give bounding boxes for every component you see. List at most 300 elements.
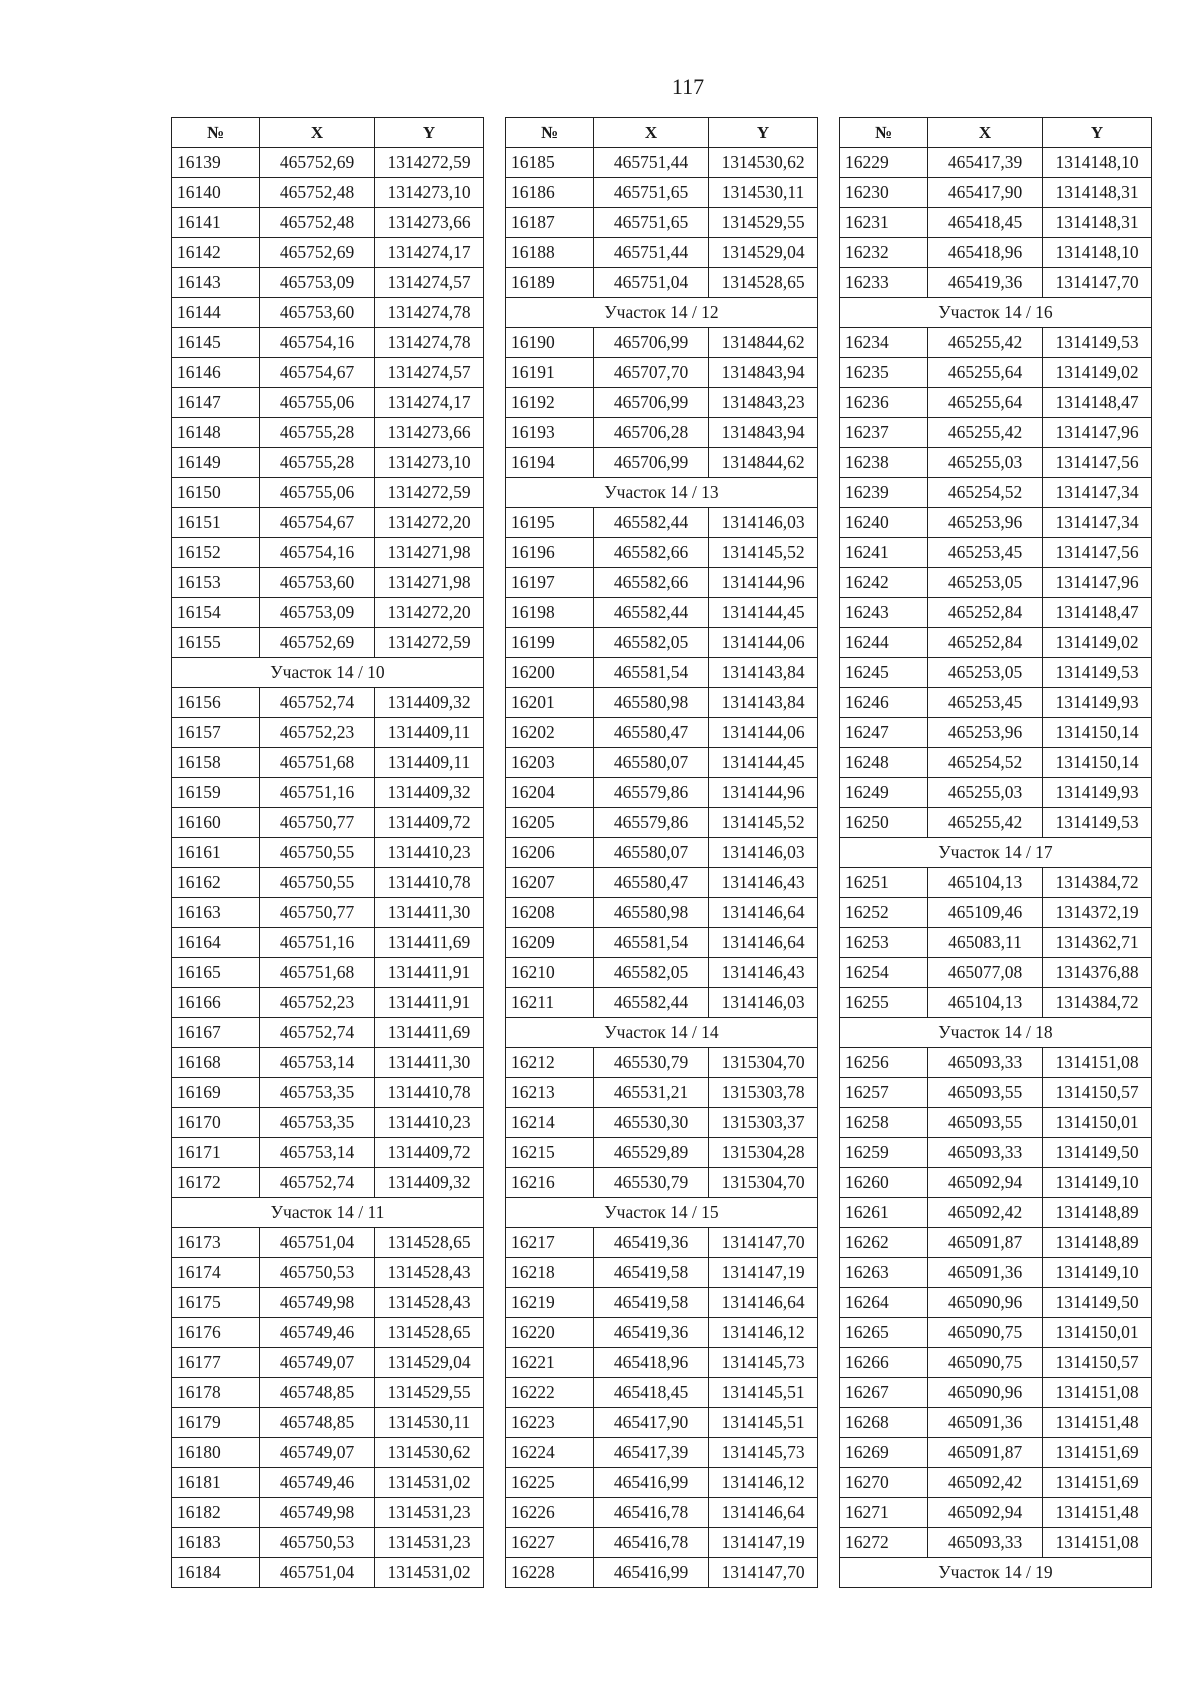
y-coordinate-cell: 1314150,01 (1043, 1108, 1152, 1138)
x-coordinate-cell: 465416,99 (594, 1468, 709, 1498)
table-row (172, 628, 484, 658)
y-coordinate-cell: 1314148,10 (1043, 238, 1152, 268)
y-coordinate-cell: 1314147,34 (1043, 508, 1152, 538)
y-coordinate-cell: 1315303,37 (709, 1108, 818, 1138)
point-number-cell: 16219 (506, 1288, 594, 1318)
table-row (506, 868, 818, 898)
table-row (172, 388, 484, 418)
point-number-cell: 16174 (172, 1258, 260, 1288)
y-coordinate-cell: 1314384,72 (1043, 868, 1152, 898)
x-coordinate-cell: 465749,98 (260, 1498, 375, 1528)
table-row (840, 748, 1152, 778)
x-coordinate-cell: 465749,98 (260, 1288, 375, 1318)
point-number-cell: 16250 (840, 808, 928, 838)
table-row (840, 538, 1152, 568)
point-number-cell: 16194 (506, 448, 594, 478)
point-number-cell: 16192 (506, 388, 594, 418)
x-coordinate-cell: 465706,99 (594, 448, 709, 478)
x-coordinate-cell: 465419,36 (594, 1228, 709, 1258)
table-row (172, 148, 484, 178)
y-coordinate-cell: 1314531,23 (375, 1528, 484, 1558)
x-coordinate-cell: 465754,16 (260, 538, 375, 568)
point-number-cell: 16202 (506, 718, 594, 748)
x-coordinate-cell: 465753,09 (260, 268, 375, 298)
point-number-cell: 16271 (840, 1498, 928, 1528)
x-coordinate-cell: 465580,07 (594, 838, 709, 868)
y-coordinate-cell: 1314146,03 (709, 988, 818, 1018)
x-coordinate-cell: 465753,14 (260, 1138, 375, 1168)
table-row (506, 688, 818, 718)
table-row (506, 1288, 818, 1318)
y-coordinate-cell: 1314530,11 (375, 1408, 484, 1438)
point-number-cell: 16197 (506, 568, 594, 598)
point-number-cell: 16154 (172, 598, 260, 628)
point-number-cell: 16232 (840, 238, 928, 268)
table-row (506, 1558, 818, 1588)
table-row (506, 1528, 818, 1558)
x-coordinate-cell: 465093,55 (928, 1108, 1043, 1138)
point-number-cell: 16209 (506, 928, 594, 958)
x-coordinate-cell: 465751,16 (260, 778, 375, 808)
x-coordinate-cell: 465092,94 (928, 1498, 1043, 1528)
table-row (172, 688, 484, 718)
point-number-cell: 16160 (172, 808, 260, 838)
y-coordinate-cell: 1314843,23 (709, 388, 818, 418)
point-number-cell: 16265 (840, 1318, 928, 1348)
y-coordinate-cell: 1314145,73 (709, 1348, 818, 1378)
x-coordinate-cell: 465416,99 (594, 1558, 709, 1588)
x-coordinate-cell: 465753,14 (260, 1048, 375, 1078)
y-coordinate-cell: 1314274,57 (375, 358, 484, 388)
point-number-cell: 16263 (840, 1258, 928, 1288)
x-coordinate-cell: 465417,39 (594, 1438, 709, 1468)
point-number-cell: 16247 (840, 718, 928, 748)
section-title: Участок 14 / 11 (172, 1198, 484, 1228)
table-row (840, 328, 1152, 358)
x-coordinate-cell: 465754,16 (260, 328, 375, 358)
table-row (172, 718, 484, 748)
y-coordinate-cell: 1314149,02 (1043, 358, 1152, 388)
y-coordinate-cell: 1314529,55 (375, 1378, 484, 1408)
table-row (506, 1168, 818, 1198)
table-row (506, 1258, 818, 1288)
x-coordinate-cell: 465752,74 (260, 688, 375, 718)
y-coordinate-cell: 1314529,04 (375, 1348, 484, 1378)
table-row (172, 868, 484, 898)
y-coordinate-cell: 1314146,03 (709, 838, 818, 868)
point-number-cell: 16238 (840, 448, 928, 478)
table-row (506, 1138, 818, 1168)
point-number-cell: 16145 (172, 328, 260, 358)
point-number-cell: 16236 (840, 388, 928, 418)
y-coordinate-cell: 1314843,94 (709, 358, 818, 388)
table-row (840, 1468, 1152, 1498)
point-number-cell: 16149 (172, 448, 260, 478)
point-number-cell: 16152 (172, 538, 260, 568)
y-coordinate-cell: 1314274,78 (375, 298, 484, 328)
y-coordinate-cell: 1314144,45 (709, 598, 818, 628)
x-coordinate-cell: 465750,53 (260, 1258, 375, 1288)
x-coordinate-cell: 465751,04 (260, 1558, 375, 1588)
y-coordinate-cell: 1314144,96 (709, 568, 818, 598)
y-coordinate-cell: 1314149,02 (1043, 628, 1152, 658)
y-coordinate-cell: 1314147,70 (709, 1228, 818, 1258)
point-number-cell: 16220 (506, 1318, 594, 1348)
y-coordinate-cell: 1314409,11 (375, 718, 484, 748)
table-row (840, 1168, 1152, 1198)
table-row (506, 448, 818, 478)
x-coordinate-cell: 465582,66 (594, 568, 709, 598)
table-row (172, 1498, 484, 1528)
table-row (840, 448, 1152, 478)
y-coordinate-cell: 1314151,69 (1043, 1438, 1152, 1468)
table-row (172, 1378, 484, 1408)
x-coordinate-cell: 465751,65 (594, 178, 709, 208)
x-coordinate-cell: 465253,96 (928, 718, 1043, 748)
x-coordinate-cell: 465753,35 (260, 1078, 375, 1108)
point-number-cell: 16170 (172, 1108, 260, 1138)
y-coordinate-cell: 1314147,56 (1043, 448, 1152, 478)
table-row (840, 268, 1152, 298)
header-x: X (260, 118, 375, 148)
table-row (506, 418, 818, 448)
y-coordinate-cell: 1314147,34 (1043, 478, 1152, 508)
table-row (172, 1168, 484, 1198)
x-coordinate-cell: 465252,84 (928, 598, 1043, 628)
y-coordinate-cell: 1314150,57 (1043, 1348, 1152, 1378)
x-coordinate-cell: 465580,07 (594, 748, 709, 778)
x-coordinate-cell: 465093,33 (928, 1138, 1043, 1168)
table-row (172, 178, 484, 208)
table-row (172, 268, 484, 298)
table-row (506, 268, 818, 298)
y-coordinate-cell: 1314409,32 (375, 778, 484, 808)
point-number-cell: 16153 (172, 568, 260, 598)
x-coordinate-cell: 465580,98 (594, 898, 709, 928)
table-row (840, 148, 1152, 178)
y-coordinate-cell: 1314410,23 (375, 838, 484, 868)
y-coordinate-cell: 1314411,69 (375, 1018, 484, 1048)
header-number: № (506, 118, 594, 148)
point-number-cell: 16162 (172, 868, 260, 898)
table-row (506, 1048, 818, 1078)
y-coordinate-cell: 1314151,48 (1043, 1498, 1152, 1528)
table-row (172, 838, 484, 868)
section-title: Участок 14 / 18 (840, 1018, 1152, 1048)
point-number-cell: 16201 (506, 688, 594, 718)
x-coordinate-cell: 465091,36 (928, 1408, 1043, 1438)
x-coordinate-cell: 465749,46 (260, 1468, 375, 1498)
point-number-cell: 16205 (506, 808, 594, 838)
table-row (840, 598, 1152, 628)
table-row (506, 718, 818, 748)
y-coordinate-cell: 1314151,08 (1043, 1378, 1152, 1408)
x-coordinate-cell: 465253,45 (928, 538, 1043, 568)
x-coordinate-cell: 465581,54 (594, 658, 709, 688)
x-coordinate-cell: 465254,52 (928, 748, 1043, 778)
x-coordinate-cell: 465751,04 (594, 268, 709, 298)
point-number-cell: 16193 (506, 418, 594, 448)
x-coordinate-cell: 465091,87 (928, 1438, 1043, 1468)
x-coordinate-cell: 465752,74 (260, 1168, 375, 1198)
table-row (172, 208, 484, 238)
table-row (172, 238, 484, 268)
y-coordinate-cell: 1314146,43 (709, 958, 818, 988)
table-row (506, 1348, 818, 1378)
y-coordinate-cell: 1314409,32 (375, 688, 484, 718)
x-coordinate-cell: 465753,60 (260, 298, 375, 328)
x-coordinate-cell: 465092,94 (928, 1168, 1043, 1198)
coordinates-table-2 (505, 117, 818, 1588)
x-coordinate-cell: 465253,96 (928, 508, 1043, 538)
x-coordinate-cell: 465753,35 (260, 1108, 375, 1138)
table-row (840, 988, 1152, 1018)
table-row (840, 868, 1152, 898)
table-row (840, 898, 1152, 928)
point-number-cell: 16253 (840, 928, 928, 958)
x-coordinate-cell: 465750,77 (260, 808, 375, 838)
y-coordinate-cell: 1314274,78 (375, 328, 484, 358)
x-coordinate-cell: 465252,84 (928, 628, 1043, 658)
y-coordinate-cell: 1314528,43 (375, 1258, 484, 1288)
section-title: Участок 14 / 10 (172, 658, 484, 688)
header-x: X (928, 118, 1043, 148)
table-row (840, 178, 1152, 208)
table-row (840, 1378, 1152, 1408)
table-row (172, 358, 484, 388)
section-title: Участок 14 / 12 (506, 298, 818, 328)
point-number-cell: 16242 (840, 568, 928, 598)
x-coordinate-cell: 465255,42 (928, 328, 1043, 358)
table-row (506, 1408, 818, 1438)
y-coordinate-cell: 1314384,72 (1043, 988, 1152, 1018)
y-coordinate-cell: 1314274,17 (375, 388, 484, 418)
point-number-cell: 16215 (506, 1138, 594, 1168)
y-coordinate-cell: 1315304,70 (709, 1048, 818, 1078)
point-number-cell: 16217 (506, 1228, 594, 1258)
x-coordinate-cell: 465751,68 (260, 958, 375, 988)
x-coordinate-cell: 465748,85 (260, 1378, 375, 1408)
point-number-cell: 16268 (840, 1408, 928, 1438)
table-row (506, 838, 818, 868)
table-row (172, 808, 484, 838)
x-coordinate-cell: 465529,89 (594, 1138, 709, 1168)
x-coordinate-cell: 465751,04 (260, 1228, 375, 1258)
table-row (840, 778, 1152, 808)
y-coordinate-cell: 1314147,96 (1043, 568, 1152, 598)
point-number-cell: 16147 (172, 388, 260, 418)
y-coordinate-cell: 1314529,55 (709, 208, 818, 238)
y-coordinate-cell: 1314146,64 (709, 898, 818, 928)
y-coordinate-cell: 1314411,30 (375, 898, 484, 928)
y-coordinate-cell: 1314149,10 (1043, 1168, 1152, 1198)
point-number-cell: 16159 (172, 778, 260, 808)
point-number-cell: 16231 (840, 208, 928, 238)
x-coordinate-cell: 465253,45 (928, 688, 1043, 718)
section-title: Участок 14 / 19 (840, 1558, 1152, 1588)
y-coordinate-cell: 1314531,02 (375, 1468, 484, 1498)
point-number-cell: 16248 (840, 748, 928, 778)
y-coordinate-cell: 1314528,43 (375, 1288, 484, 1318)
y-coordinate-cell: 1314149,53 (1043, 328, 1152, 358)
point-number-cell: 16208 (506, 898, 594, 928)
point-number-cell: 16222 (506, 1378, 594, 1408)
x-coordinate-cell: 465751,44 (594, 238, 709, 268)
x-coordinate-cell: 465091,87 (928, 1228, 1043, 1258)
point-number-cell: 16270 (840, 1468, 928, 1498)
y-coordinate-cell: 1314148,10 (1043, 148, 1152, 178)
x-coordinate-cell: 465755,28 (260, 418, 375, 448)
x-coordinate-cell: 465419,36 (594, 1318, 709, 1348)
x-coordinate-cell: 465751,44 (594, 148, 709, 178)
section-title: Участок 14 / 15 (506, 1198, 818, 1228)
y-coordinate-cell: 1314528,65 (375, 1228, 484, 1258)
table-row (172, 778, 484, 808)
table-row (172, 538, 484, 568)
y-coordinate-cell: 1314145,73 (709, 1438, 818, 1468)
section-title: Участок 14 / 14 (506, 1018, 818, 1048)
x-coordinate-cell: 465077,08 (928, 958, 1043, 988)
table-row (506, 1078, 818, 1108)
table-row (840, 238, 1152, 268)
point-number-cell: 16244 (840, 628, 928, 658)
y-coordinate-cell: 1314528,65 (709, 268, 818, 298)
table-row (172, 1018, 484, 1048)
coordinates-table-3 (839, 117, 1152, 1588)
x-coordinate-cell: 465093,33 (928, 1528, 1043, 1558)
y-coordinate-cell: 1314272,20 (375, 598, 484, 628)
y-coordinate-cell: 1314410,78 (375, 868, 484, 898)
x-coordinate-cell: 465581,54 (594, 928, 709, 958)
x-coordinate-cell: 465580,47 (594, 868, 709, 898)
y-coordinate-cell: 1314410,23 (375, 1108, 484, 1138)
x-coordinate-cell: 465530,79 (594, 1168, 709, 1198)
y-coordinate-cell: 1315304,28 (709, 1138, 818, 1168)
x-coordinate-cell: 465416,78 (594, 1498, 709, 1528)
y-coordinate-cell: 1314530,62 (709, 148, 818, 178)
x-coordinate-cell: 465255,03 (928, 778, 1043, 808)
y-coordinate-cell: 1314149,50 (1043, 1138, 1152, 1168)
table-row (172, 1108, 484, 1138)
point-number-cell: 16230 (840, 178, 928, 208)
x-coordinate-cell: 465417,90 (928, 178, 1043, 208)
y-coordinate-cell: 1314529,04 (709, 238, 818, 268)
y-coordinate-cell: 1314146,12 (709, 1468, 818, 1498)
y-coordinate-cell: 1314148,47 (1043, 598, 1152, 628)
x-coordinate-cell: 465750,53 (260, 1528, 375, 1558)
point-number-cell: 16178 (172, 1378, 260, 1408)
x-coordinate-cell: 465530,79 (594, 1048, 709, 1078)
y-coordinate-cell: 1314410,78 (375, 1078, 484, 1108)
table-row (506, 1468, 818, 1498)
y-coordinate-cell: 1314530,11 (709, 178, 818, 208)
table-row (840, 1528, 1152, 1558)
table-row (172, 928, 484, 958)
point-number-cell: 16181 (172, 1468, 260, 1498)
y-coordinate-cell: 1314146,12 (709, 1318, 818, 1348)
x-coordinate-cell: 465750,55 (260, 868, 375, 898)
x-coordinate-cell: 465417,90 (594, 1408, 709, 1438)
y-coordinate-cell: 1314151,48 (1043, 1408, 1152, 1438)
point-number-cell: 16188 (506, 238, 594, 268)
point-number-cell: 16139 (172, 148, 260, 178)
point-number-cell: 16256 (840, 1048, 928, 1078)
table-row (172, 1228, 484, 1258)
table-header-row (172, 118, 484, 148)
table-row (172, 1558, 484, 1588)
y-coordinate-cell: 1314148,89 (1043, 1198, 1152, 1228)
y-coordinate-cell: 1314272,59 (375, 478, 484, 508)
y-coordinate-cell: 1314146,64 (709, 928, 818, 958)
y-coordinate-cell: 1314144,06 (709, 628, 818, 658)
x-coordinate-cell: 465253,05 (928, 568, 1043, 598)
y-coordinate-cell: 1314149,53 (1043, 658, 1152, 688)
y-coordinate-cell: 1314148,31 (1043, 178, 1152, 208)
table-row (840, 1138, 1152, 1168)
x-coordinate-cell: 465755,06 (260, 478, 375, 508)
point-number-cell: 16240 (840, 508, 928, 538)
x-coordinate-cell: 465752,69 (260, 238, 375, 268)
point-number-cell: 16150 (172, 478, 260, 508)
section-row (506, 1198, 818, 1228)
table-row (172, 748, 484, 778)
table-row (840, 358, 1152, 388)
y-coordinate-cell: 1314272,59 (375, 148, 484, 178)
x-coordinate-cell: 465418,45 (594, 1378, 709, 1408)
table-row (840, 928, 1152, 958)
table-row (506, 598, 818, 628)
x-coordinate-cell: 465104,13 (928, 868, 1043, 898)
section-row (506, 478, 818, 508)
x-coordinate-cell: 465580,98 (594, 688, 709, 718)
table-row (840, 478, 1152, 508)
point-number-cell: 16165 (172, 958, 260, 988)
x-coordinate-cell: 465091,36 (928, 1258, 1043, 1288)
point-number-cell: 16243 (840, 598, 928, 628)
table-header-row (840, 118, 1152, 148)
point-number-cell: 16199 (506, 628, 594, 658)
x-coordinate-cell: 465419,58 (594, 1258, 709, 1288)
table-row (172, 328, 484, 358)
table-row (172, 1348, 484, 1378)
point-number-cell: 16171 (172, 1138, 260, 1168)
table-row (506, 808, 818, 838)
x-coordinate-cell: 465753,60 (260, 568, 375, 598)
table-row (172, 1318, 484, 1348)
y-coordinate-cell: 1314149,93 (1043, 688, 1152, 718)
point-number-cell: 16264 (840, 1288, 928, 1318)
y-coordinate-cell: 1314148,47 (1043, 388, 1152, 418)
table-row (172, 988, 484, 1018)
point-number-cell: 16196 (506, 538, 594, 568)
y-coordinate-cell: 1314528,65 (375, 1318, 484, 1348)
y-coordinate-cell: 1314143,84 (709, 658, 818, 688)
point-number-cell: 16237 (840, 418, 928, 448)
table-row (172, 898, 484, 928)
x-coordinate-cell: 465418,96 (928, 238, 1043, 268)
y-coordinate-cell: 1314144,06 (709, 718, 818, 748)
x-coordinate-cell: 465748,85 (260, 1408, 375, 1438)
x-coordinate-cell: 465253,05 (928, 658, 1043, 688)
table-row (840, 568, 1152, 598)
point-number-cell: 16151 (172, 508, 260, 538)
table-row (506, 178, 818, 208)
section-row (172, 1198, 484, 1228)
y-coordinate-cell: 1314362,71 (1043, 928, 1152, 958)
point-number-cell: 16185 (506, 148, 594, 178)
point-number-cell: 16246 (840, 688, 928, 718)
point-number-cell: 16267 (840, 1378, 928, 1408)
